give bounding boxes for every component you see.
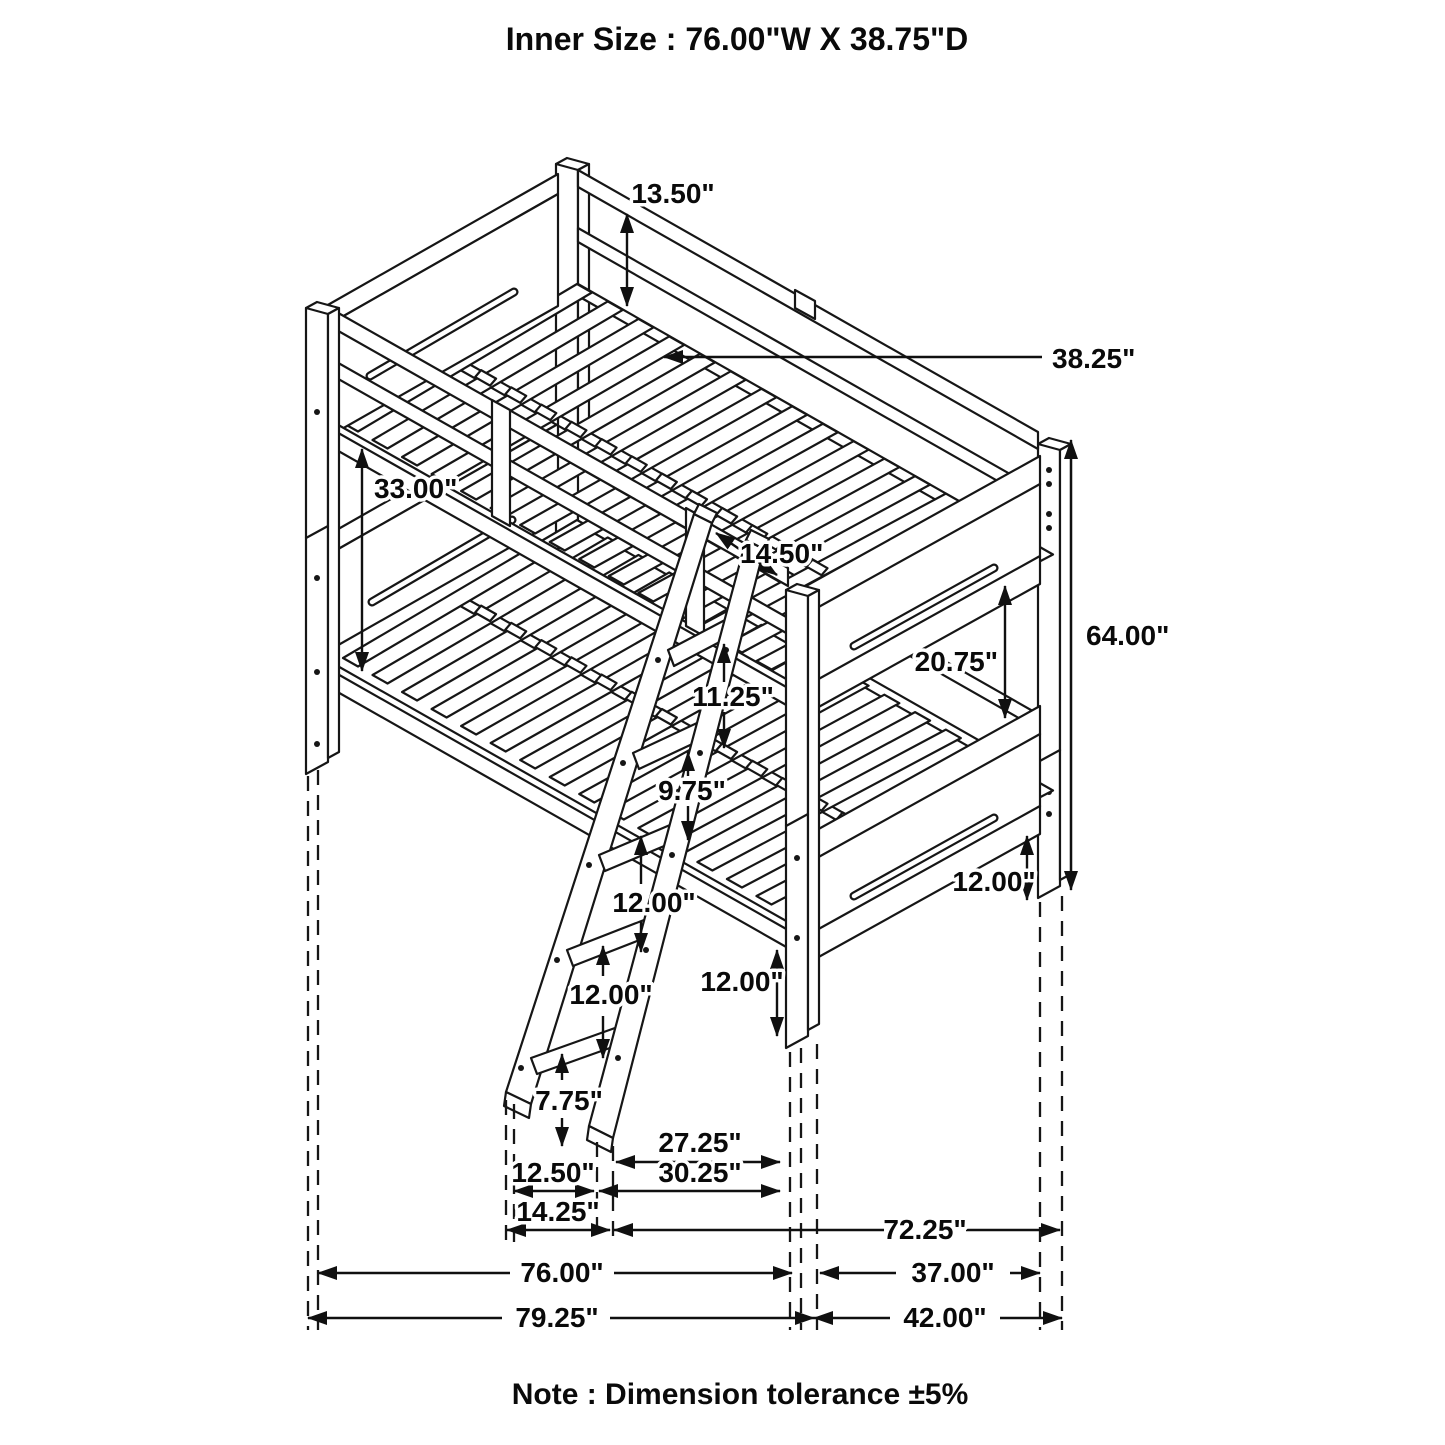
dim-30-25-label: 30.25" (658, 1157, 742, 1188)
dim-37-00-label: 37.00" (911, 1257, 995, 1288)
dim-step-gap-4-label: 12.00" (569, 979, 653, 1010)
dim-42-00-label: 42.00" (903, 1302, 987, 1333)
dim-overall-height-label: 64.00" (1086, 620, 1170, 651)
dim-76-00-label: 76.00" (520, 1257, 604, 1288)
dim-top-rail-label: 13.50" (631, 178, 715, 209)
front-right-post (786, 584, 819, 1048)
front-left-post (306, 302, 339, 774)
dim-72-25-label: 72.25" (883, 1214, 967, 1245)
dim-12-50-label: 12.50" (511, 1157, 595, 1188)
diagram-title: Inner Size : 76.00"W X 38.75"D (505, 21, 969, 57)
back-right-post (1038, 438, 1071, 898)
dim-slat-length-label: 38.25" (1052, 343, 1136, 374)
tolerance-note: Note : Dimension tolerance ±5% (511, 1378, 969, 1411)
dim-footboard-gap-label: 20.75" (914, 646, 998, 677)
dim-14-25-label: 14.25" (516, 1196, 600, 1227)
dim-bunk-clearance-label: 33.00" (374, 473, 458, 504)
dim-rear-leg-label: 12.00" (952, 866, 1036, 897)
dim-guard-rail-label: 14.50" (740, 538, 824, 569)
guard-post-left (492, 400, 510, 526)
dim-step-gap-1-label: 11.25" (692, 681, 774, 712)
dim-front-leg-label: 12.00" (700, 966, 784, 997)
dim-ladder-foot-label: 7.75" (535, 1085, 603, 1116)
dim-step-gap-2-label: 9.75" (658, 775, 726, 806)
dim-27-25-label: 27.25" (658, 1127, 742, 1158)
dim-79-25-label: 79.25" (515, 1302, 599, 1333)
dim-step-gap-3-label: 12.00" (612, 887, 696, 918)
